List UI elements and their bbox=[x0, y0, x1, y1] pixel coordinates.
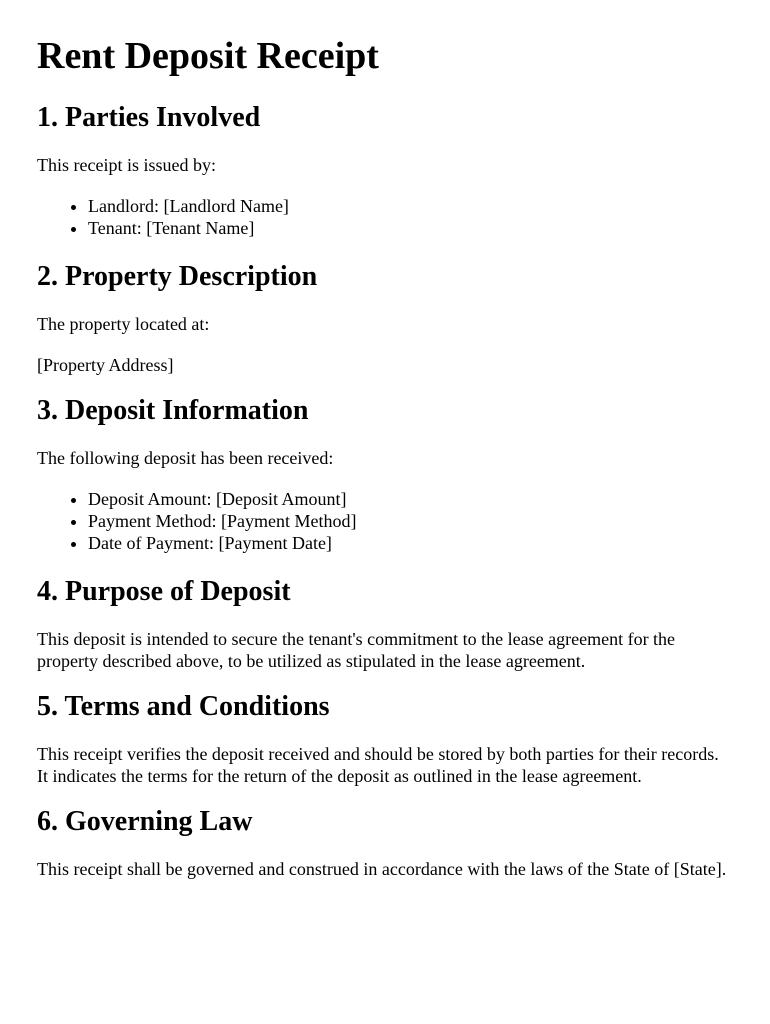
section-parties bbox=[37, 102, 733, 239]
list-item: • Date of Payment: [Payment Date] bbox=[88, 532, 733, 554]
list-item: • Tenant: [Tenant Name] bbox=[88, 217, 733, 239]
section-governing-law bbox=[37, 806, 733, 880]
deposit-list bbox=[37, 488, 733, 554]
section-body: This receipt shall be governed and construed in accordance with the laws of the State of [State]. bbox=[37, 859, 727, 879]
section-property bbox=[37, 261, 733, 376]
section-body: This deposit is intended to secure the tenant's commitment to the lease agreement for the property described above, to be utilized as stipulated in the lease agreement. bbox=[37, 629, 676, 671]
section-intro: This receipt is issued by: bbox=[37, 155, 216, 175]
property-address: [Property Address] bbox=[37, 355, 174, 375]
document-title: Rent Deposit Receipt bbox=[37, 35, 379, 77]
section-intro: The following deposit has been received: bbox=[37, 448, 334, 468]
list-item: • Deposit Amount: [Deposit Amount] bbox=[88, 488, 733, 510]
section-heading: 4. Purpose of Deposit bbox=[37, 576, 291, 607]
section-deposit bbox=[37, 395, 733, 554]
section-heading: 3. Deposit Information bbox=[37, 395, 309, 426]
section-terms bbox=[37, 691, 733, 787]
parties-list bbox=[37, 195, 733, 239]
section-purpose bbox=[37, 576, 733, 672]
list-item: • Landlord: [Landlord Name] bbox=[88, 195, 733, 217]
section-heading: 2. Property Description bbox=[37, 261, 318, 292]
section-heading: 5. Terms and Conditions bbox=[37, 691, 330, 722]
list-item: • Payment Method: [Payment Method] bbox=[88, 510, 733, 532]
section-body: This receipt verifies the deposit received and should be stored by both parties for their records. It indicates the terms for the return of the deposit as outlined in the lease agreement. bbox=[37, 744, 719, 786]
section-intro: The property located at: bbox=[37, 314, 210, 334]
section-heading: 6. Governing Law bbox=[37, 806, 253, 837]
section-heading: 1. Parties Involved bbox=[37, 102, 261, 133]
